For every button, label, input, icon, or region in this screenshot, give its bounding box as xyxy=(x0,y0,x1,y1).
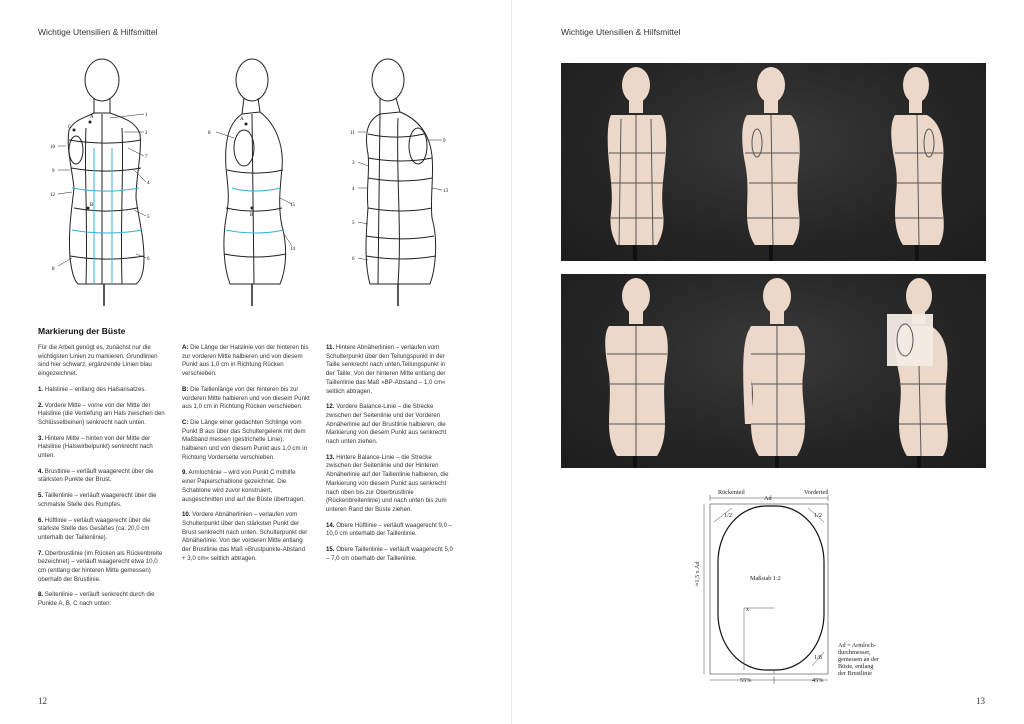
paragraph: 5. Taillenlinie – verläuft waagerecht über die schmalste Stelle des Rumpfes. xyxy=(38,492,157,508)
fig-label: 6 xyxy=(352,257,355,262)
paragraph: 1. Halslinie – entlang des Halsansatzes. xyxy=(38,385,147,393)
fig-label: 2 xyxy=(145,131,148,136)
dress-form xyxy=(895,278,948,468)
paragraph: 3. Hintere Mitte – hinten von der Mitte der Halslinie (Halswirbelpunkt) senkrecht nach unten. xyxy=(38,434,153,460)
paragraph: 11. Hintere Abnäherlinien – verlaufen vom Schulterpunkt über den Teilungspunkt in der Taille senkrecht nach unten.Teilungspunkt in der Taille: Von der hinteren Mitte entlang der Taillenlinie das Maß »BP-Abstand – 1,0 cm« seitlich abtragen. xyxy=(326,344,446,395)
paragraph: 15. Obere Taillenlinie – verläuft waagerecht 5,0 – 7,0 cm oberhalb der Taillenlinie. xyxy=(326,546,453,562)
fig-label: B xyxy=(250,213,254,218)
template-label-back: Rückenteil xyxy=(718,489,745,496)
dress-form xyxy=(605,278,668,468)
fig-label: B xyxy=(90,203,94,208)
template-label-front: Vorderteil xyxy=(804,489,829,496)
page-header: Wichtige Utensilien & Hilfsmittel xyxy=(561,27,681,37)
template-label-45: 45% xyxy=(812,677,824,684)
photo-dress-forms-top xyxy=(561,63,986,261)
fig-label: 5 xyxy=(352,221,355,226)
template-label-half-left: 1/2 xyxy=(724,512,732,519)
paragraph: 9. Armlochlinie – wird von Punkt C mithilfe einer Papierschablone gezeichnet. Die Schablone wird zuvor konstruiert, ausgeschnitten und auf die Büste übertragen. xyxy=(182,469,305,503)
fig-label: 8 xyxy=(208,131,211,136)
page-number: 13 xyxy=(976,696,985,706)
fig-label: 1 xyxy=(145,113,148,118)
template-label-ad: Ad xyxy=(764,495,772,502)
fig-label: 5 xyxy=(147,215,150,220)
paragraph: 7. Oberbrustlinie (im Rücken als Rückenbreite bezeichnet) – verläuft waagerecht etwa 10,0 cm (entlang der hinteren Mitte gemessen) oberhalb der Brustlinie. xyxy=(38,549,163,583)
fig-label: 6 xyxy=(147,257,150,262)
template-label-height: ≈1,5 x Ad xyxy=(694,561,701,586)
paragraph: 8. Seitenlinie – verläuft senkrecht durch die Punkte A, B, C nach unten: xyxy=(38,591,155,608)
paragraph: 13. Hintere Balance-Linie – die Strecke zwischen der Seitenlinie und der Hinteren Abnäherlinie auf der Taillenlinie halbieren, die Markierung von diesem Punkt aus senkrecht nach oben bis zur Oberbrustlinie (Rückenbreitenlinie) und nach unten bis zum unteren Rand der Büste ziehen. xyxy=(326,453,449,513)
paragraph: 12. Vordere Balance-Linie – die Strecke zwischen der Seitenlinie und der Vorderen Abnäherlinie auf der Brustlinie halbieren, die Markierung von diesem Punkt aus senkrecht nach unten ziehen. xyxy=(326,403,447,446)
paper-template xyxy=(887,314,933,366)
fig-label: 14 xyxy=(290,247,295,252)
fig-label: 11 xyxy=(350,131,355,136)
paragraph: C: Die Länge einer gedachten Schlinge vom Punkt B aus über das Schultergelenk mit dem Maßband messen (gestrichelte Linie), halbieren und von diesem Punkt aus 1,0 cm in Richtung Vorderseite verschieben. xyxy=(182,418,307,461)
template-label-bottom-right: 1/8 xyxy=(814,654,822,661)
fig-label: 15 xyxy=(290,203,295,208)
text-column-3 xyxy=(326,344,454,570)
armhole-template-diagram xyxy=(694,486,879,691)
fig-label: 4 xyxy=(352,187,355,192)
dress-form xyxy=(742,67,800,261)
photo-dress-forms-bottom xyxy=(561,274,986,468)
text-column-2 xyxy=(182,344,310,570)
paragraph: 4. Brustlinie – verläuft waagerecht über die stärksten Punkte der Brust. xyxy=(38,467,154,484)
page-header: Wichtige Utensilien & Hilfsmittel xyxy=(38,27,158,37)
template-label-55: 55% xyxy=(740,677,752,684)
template-legend: Ad = Armlochdurchmesser, gemessen an der Büste, entlang der Brustlinie xyxy=(838,642,879,677)
fig-label: 7 xyxy=(145,155,148,160)
paragraph: Für die Arbeit genügt es, zunächst nur die wichtigsten Linien zu markieren. Grundlinien sind hier schwarz, ergänzende Linien blau eingezeichnet. xyxy=(38,344,158,378)
page-number: 12 xyxy=(38,696,47,706)
figure-back-view xyxy=(346,58,456,308)
fig-label: 3 xyxy=(352,161,355,166)
paragraph: 10. Vordere Abnäherlinien – verlaufen vom Schulterpunkt über den stärksten Punkt der Brust senkrecht nach unten. Schulterpunkt der Abnäherlinie: Von der vorderen Mitte entlang der Brustlinie das Maß »Brustpunkte-Abstand + 3,0 cm« seitlich abtragen. xyxy=(182,511,308,562)
figure-side-view xyxy=(200,58,300,308)
fig-label: 13 xyxy=(443,189,448,194)
fig-label: 4 xyxy=(147,181,150,186)
template-label-scale: Maßstab 1:2 xyxy=(750,575,781,582)
dress-form-photo-illustration xyxy=(561,63,986,261)
fig-label: C xyxy=(68,125,72,130)
figure-front-view xyxy=(44,58,164,308)
template-label-x: x xyxy=(746,606,750,613)
fig-label: 9 xyxy=(52,169,55,174)
text-column-1 xyxy=(38,344,166,616)
paragraph: 2. Vordere Mitte – vorne von der Mitte der Halslinie (die Vertiefung am Hals zwischen den Schlüsselbeinen) senkrecht nach unten. xyxy=(38,401,165,426)
fig-label: 10 xyxy=(50,145,55,150)
paragraph: B: Die Taillenlänge von der hinteren bis zur vorderen Mitte halbieren und von diesem Punkt aus 1,0 cm in Richtung Rücken verschieben. xyxy=(182,385,310,411)
section-title: Markierung der Büste xyxy=(38,326,126,336)
template-label-half-right: 1/2 xyxy=(814,512,822,519)
fig-label: 9 xyxy=(443,139,446,144)
paragraph: A: Die Länge der Halslinie von der hinteren bis zur vorderen Mitte halbieren und von diesem Punkt aus 1,0 cm in Richtung Rücken verschieben. xyxy=(182,344,309,378)
fig-label: A xyxy=(90,115,94,120)
fig-label: 12 xyxy=(50,193,55,198)
fig-label: 8 xyxy=(52,267,55,272)
dress-form xyxy=(743,278,805,468)
paragraph: 6. Hüftlinie – verläuft waagerecht über die stärkste Stelle des Gesäßes (ca. 20,0 cm unterhalb der Taillenlinie). xyxy=(38,516,151,541)
dress-form xyxy=(608,67,667,261)
paragraph: 14. Obere Hüftlinie – verläuft waagerecht 9,0 – 10,0 cm unterhalb der Taillenlinie. xyxy=(326,521,453,538)
fig-label: A xyxy=(240,117,244,122)
dress-form-photo-illustration xyxy=(561,274,986,468)
